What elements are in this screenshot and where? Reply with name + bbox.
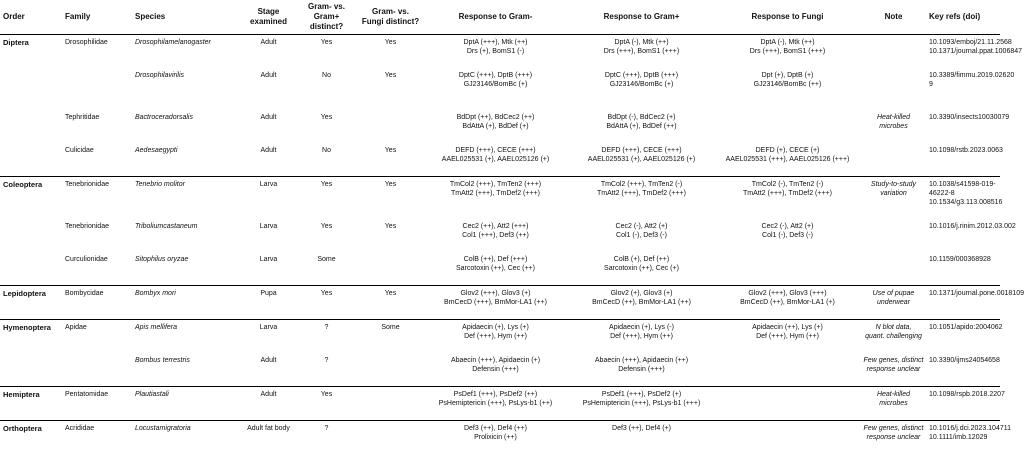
fungi-distinct-cell (358, 421, 422, 454)
gram-distinct-cell: Yes (294, 177, 358, 220)
species-cell: Tenebrio molitor (132, 177, 242, 220)
stage-cell: Adult (242, 35, 294, 69)
response-fungi-cell (714, 387, 860, 421)
refs-cell: 10.3389/fimmu.2019.02620 9 (926, 68, 1000, 110)
order-cell: Orthoptera (0, 421, 62, 454)
table-row (0, 353, 1000, 387)
family-cell: Tenebrionidae (62, 219, 132, 252)
stage-cell: Adult (242, 387, 294, 421)
table-row (0, 143, 1000, 177)
order-cell (0, 143, 62, 177)
note-cell: Heat-killed microbes (860, 110, 926, 143)
note-cell (860, 143, 926, 177)
refs-cell: 10.3390/insects10030079 (926, 110, 1000, 143)
family-cell: Tenebrionidae (62, 177, 132, 220)
refs-cell: 10.1051/apido:2004062 (926, 320, 1000, 354)
stage-cell: Adult (242, 110, 294, 143)
response-fungi-cell: Glov2 (+++), Glov3 (+++) BmCecD (++), BmMor-LA1 (+) (714, 286, 860, 320)
note-cell: Use of pupae underwear (860, 286, 926, 320)
note-cell: Heat-killed microbes (860, 387, 926, 421)
fungi-distinct-cell (358, 353, 422, 387)
order-cell (0, 353, 62, 387)
response-gram-neg-cell: Apidaecin (+), Lys (+) Def (+++), Hym (++) (422, 320, 568, 354)
header-row (0, 0, 1000, 35)
gram-distinct-cell: ? (294, 353, 358, 387)
response-fungi-cell: Cec2 (-), Att2 (+) Col1 (-), Def3 (-) (714, 219, 860, 252)
stage-cell: Adult fat body (242, 421, 294, 454)
stage-cell: Adult (242, 68, 294, 110)
refs-cell: 10.1038/s41598-019-46222-8 10.1534/g3.113.008516 (926, 177, 1000, 220)
fungi-distinct-cell: Yes (358, 177, 422, 220)
fungi-distinct-cell (358, 387, 422, 421)
family-cell: Apidae (62, 320, 132, 354)
col-header-fungi-distinct: Gram- vs. Fungi distinct? (358, 0, 422, 35)
gram-distinct-cell: Some (294, 252, 358, 286)
response-gram-pos-cell: PsDef1 (+++), PsDef2 (+) PsHemiptericin (+++), PsLys-b1 (+++) (568, 387, 714, 421)
fungi-distinct-cell: Yes (358, 68, 422, 110)
response-gram-pos-cell: TmCol2 (+++), TmTen2 (-) TmAtt2 (+++), TmDef2 (+++) (568, 177, 714, 220)
table-row (0, 177, 1000, 220)
response-gram-neg-cell: DptC (+++), DptB (+++) GJ23146/BomBc (+) (422, 68, 568, 110)
note-cell (860, 68, 926, 110)
gram-distinct-cell: No (294, 68, 358, 110)
species-cell: Aedesaegypti (132, 143, 242, 177)
species-cell: Bombyx mori (132, 286, 242, 320)
family-cell: Culicidae (62, 143, 132, 177)
response-gram-neg-cell: PsDef1 (+++), PsDef2 (++) PsHemiptericin (+++), PsLys-b1 (++) (422, 387, 568, 421)
table-body (0, 35, 1000, 454)
order-cell (0, 219, 62, 252)
response-gram-pos-cell: Glov2 (+), Glov3 (+) BmCecD (++), BmMor-LA1 (++) (568, 286, 714, 320)
stage-cell: Adult (242, 353, 294, 387)
species-cell: Locustamigratoria (132, 421, 242, 454)
response-gram-pos-cell: DEFD (+++), CECE (+++) AAEL025531 (+), AAEL025126 (+) (568, 143, 714, 177)
family-cell: Curculionidae (62, 252, 132, 286)
response-gram-pos-cell: ColB (+), Def (++) Sarcotoxin (++), Cec (+) (568, 252, 714, 286)
note-cell (860, 35, 926, 69)
refs-cell: 10.1159/000368928 (926, 252, 1000, 286)
response-gram-neg-cell: DptA (+++), Mtk (++) Drs (+), BomS1 (-) (422, 35, 568, 69)
response-gram-pos-cell: Cec2 (-), Att2 (+) Col1 (-), Def3 (-) (568, 219, 714, 252)
species-cell: Bombus terrestris (132, 353, 242, 387)
family-cell: Drosophilidae (62, 35, 132, 69)
refs-cell: 10.1098/rstb.2023.0063 (926, 143, 1000, 177)
species-cell: Plautiastali (132, 387, 242, 421)
order-cell: Coleoptera (0, 177, 62, 220)
stage-cell: Pupa (242, 286, 294, 320)
col-header-response-gram-neg: Response to Gram- (422, 0, 568, 35)
col-header-response-gram-pos: Response to Gram+ (568, 0, 714, 35)
family-cell (62, 68, 132, 110)
family-cell: Bombycidae (62, 286, 132, 320)
table-row (0, 421, 1000, 454)
family-cell: Acrididae (62, 421, 132, 454)
response-fungi-cell (714, 421, 860, 454)
family-cell: Tephritidae (62, 110, 132, 143)
table-row (0, 68, 1000, 110)
table-row (0, 219, 1000, 252)
refs-cell: 10.1093/emboj/21.11.2568 10.1371/journal.ppat.1006847 (926, 35, 1000, 69)
col-header-note: Note (860, 0, 926, 35)
species-cell: Drosophilamelanogaster (132, 35, 242, 69)
refs-cell: 10.3390/ijms24054658 (926, 353, 1000, 387)
response-gram-neg-cell: Def3 (++), Def4 (++) Prolixicin (++) (422, 421, 568, 454)
refs-cell: 10.1371/journal.pone.0018109 (926, 286, 1000, 320)
response-gram-pos-cell: Apidaecin (+), Lys (-) Def (+++), Hym (++) (568, 320, 714, 354)
fungi-distinct-cell: Yes (358, 219, 422, 252)
col-header-response-fungi: Response to Fungi (714, 0, 860, 35)
note-cell: Few genes, distinct response unclear (860, 421, 926, 454)
response-gram-neg-cell: TmCol2 (+++), TmTen2 (+++) TmAtt2 (+++), TmDef2 (+++) (422, 177, 568, 220)
species-cell: Triboliumcastaneum (132, 219, 242, 252)
gram-distinct-cell: Yes (294, 110, 358, 143)
gram-distinct-cell: ? (294, 320, 358, 354)
note-cell (860, 252, 926, 286)
fungi-distinct-cell: Yes (358, 35, 422, 69)
table-row (0, 320, 1000, 354)
gram-distinct-cell: ? (294, 421, 358, 454)
col-header-gram-distinct: Gram- vs. Gram+ distinct? (294, 0, 358, 35)
fungi-distinct-cell (358, 110, 422, 143)
response-gram-neg-cell: DEFD (+++), CECE (+++) AAEL025531 (+), AAEL025126 (+) (422, 143, 568, 177)
refs-cell: 10.1016/j.dci.2023.104711 10.1111/imb.12029 (926, 421, 1000, 454)
refs-cell: 10.1016/j.rinim.2012.03.002 (926, 219, 1000, 252)
response-gram-pos-cell: Def3 (++), Def4 (+) (568, 421, 714, 454)
order-cell: Hymenoptera (0, 320, 62, 354)
fungi-distinct-cell: Some (358, 320, 422, 354)
response-fungi-cell: Apidaecin (++), Lys (+) Def (+++), Hym (++) (714, 320, 860, 354)
order-cell (0, 252, 62, 286)
gram-distinct-cell: Yes (294, 387, 358, 421)
response-gram-pos-cell: DptA (-), Mtk (++) Drs (+++), BomS1 (+++) (568, 35, 714, 69)
species-cell: Drosophilavirilis (132, 68, 242, 110)
stage-cell: Adult (242, 143, 294, 177)
response-gram-neg-cell: Glov2 (+++), Glov3 (+) BmCecD (+++), BmMor-LA1 (++) (422, 286, 568, 320)
fungi-distinct-cell: Yes (358, 286, 422, 320)
response-fungi-cell (714, 353, 860, 387)
response-gram-neg-cell: BdDpt (++), BdCec2 (++) BdAttA (+), BdDef (+) (422, 110, 568, 143)
table-row (0, 286, 1000, 320)
response-gram-pos-cell: DptC (+++), DptB (+++) GJ23146/BomBc (+) (568, 68, 714, 110)
col-header-order: Order (0, 0, 62, 35)
col-header-species: Species (132, 0, 242, 35)
response-fungi-cell (714, 252, 860, 286)
refs-cell: 10.1098/rspb.2018.2207 (926, 387, 1000, 421)
table-row (0, 110, 1000, 143)
note-cell (860, 219, 926, 252)
species-cell: Sitophilus oryzae (132, 252, 242, 286)
response-gram-neg-cell: ColB (++), Def (+++) Sarcotoxin (++), Cec (++) (422, 252, 568, 286)
response-fungi-cell: DEFD (+), CECE (+) AAEL025531 (+++), AAEL025126 (+++) (714, 143, 860, 177)
response-gram-pos-cell: Abaecin (+++), Apidaecin (++) Defensin (+++) (568, 353, 714, 387)
fungi-distinct-cell: Yes (358, 143, 422, 177)
note-cell: Few genes, distinct response unclear (860, 353, 926, 387)
order-cell: Lepidoptera (0, 286, 62, 320)
gram-distinct-cell: Yes (294, 35, 358, 69)
species-cell: Apis mellifera (132, 320, 242, 354)
col-header-refs: Key refs (doi) (926, 0, 1000, 35)
response-gram-neg-cell: Cec2 (++), Att2 (+++) Col1 (+++), Def3 (++) (422, 219, 568, 252)
response-gram-pos-cell: BdDpt (-), BdCec2 (+) BdAttA (+), BdDef (++) (568, 110, 714, 143)
col-header-family: Family (62, 0, 132, 35)
gram-distinct-cell: Yes (294, 219, 358, 252)
note-cell: Study-to-study variation (860, 177, 926, 220)
stage-cell: Larva (242, 177, 294, 220)
gram-distinct-cell: Yes (294, 286, 358, 320)
order-cell: Diptera (0, 35, 62, 69)
order-cell: Hemiptera (0, 387, 62, 421)
family-cell: Pentatomidae (62, 387, 132, 421)
table-row (0, 252, 1000, 286)
response-fungi-cell (714, 110, 860, 143)
gram-distinct-cell: No (294, 143, 358, 177)
table-row (0, 35, 1000, 69)
col-header-stage: Stage examined (242, 0, 294, 35)
stage-cell: Larva (242, 320, 294, 354)
order-cell (0, 110, 62, 143)
response-gram-neg-cell: Abaecin (+++), Apidaecin (+) Defensin (+++) (422, 353, 568, 387)
response-fungi-cell: TmCol2 (-), TmTen2 (-) TmAtt2 (+++), TmDef2 (+++) (714, 177, 860, 220)
family-cell (62, 353, 132, 387)
stage-cell: Larva (242, 219, 294, 252)
note-cell: N blot data, quant. challenging (860, 320, 926, 354)
response-fungi-cell: Dpt (+), DptB (+) GJ23146/BomBc (++) (714, 68, 860, 110)
fungi-distinct-cell (358, 252, 422, 286)
response-fungi-cell: DptA (-), Mtk (++) Drs (+++), BomS1 (+++) (714, 35, 860, 69)
stage-cell: Larva (242, 252, 294, 286)
species-cell: Bactroceradorsalis (132, 110, 242, 143)
table-row (0, 387, 1000, 421)
order-cell (0, 68, 62, 110)
